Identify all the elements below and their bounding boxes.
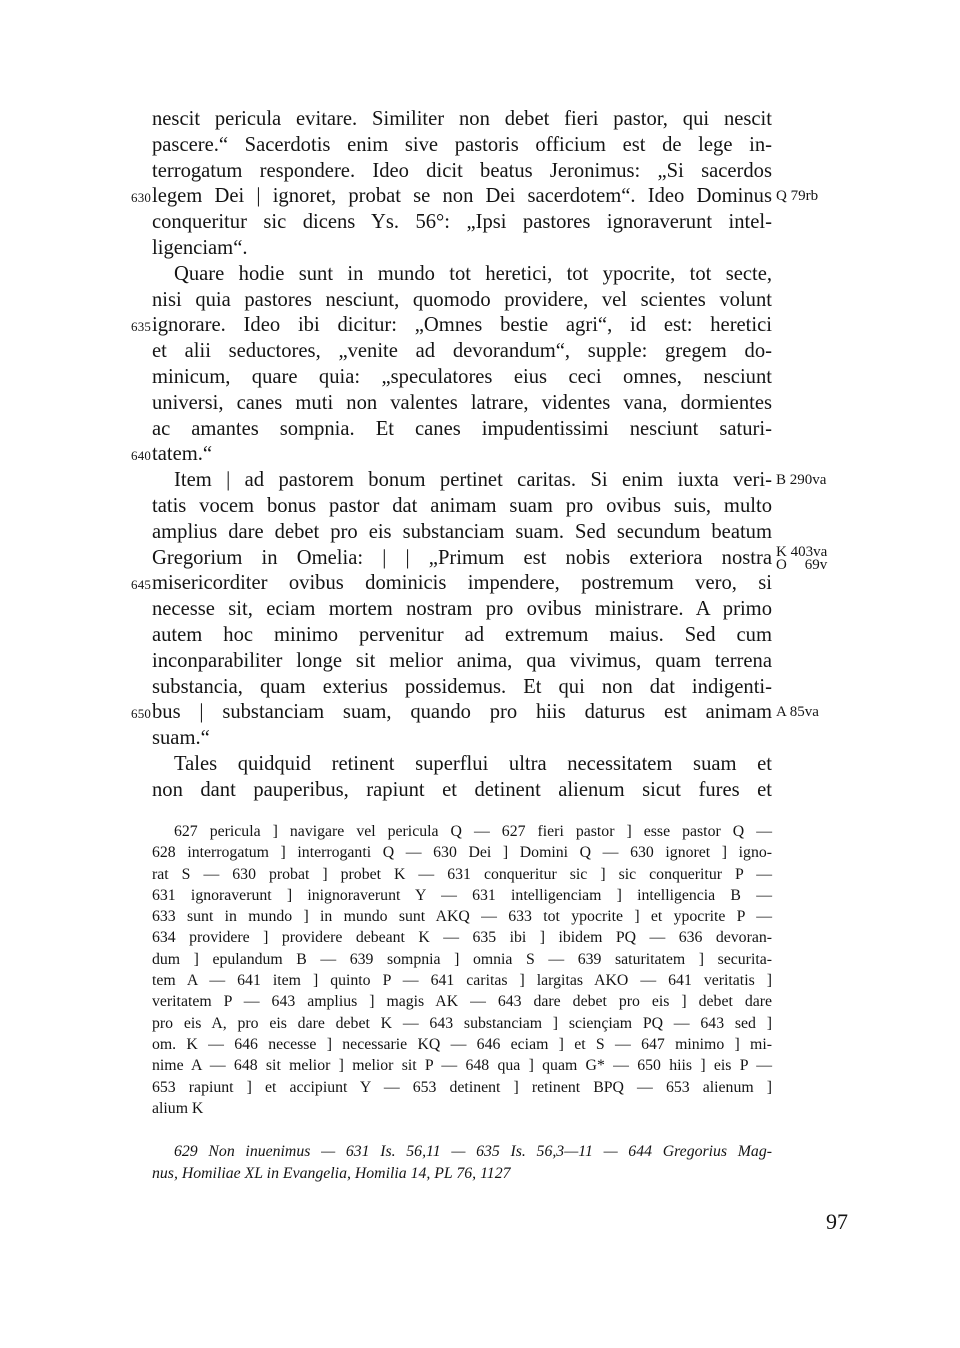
text-line-content: tatis vocem bonus pastor dat animam suam pro ovibus suis, multo [152, 494, 772, 517]
text-line-content: necesse sit, eciam mortem nostram pro ovibus ministrare. A primo [152, 598, 772, 621]
apparatus-line: 653 rapiunt ] et accipiunt Y — 653 detinent ] retinent BPQ — 653 alienum ] [152, 1078, 772, 1096]
text-line-content: ligenciam“. [152, 236, 248, 259]
text-line [152, 494, 772, 520]
line-number: 640 [131, 448, 152, 464]
text-line [152, 339, 772, 365]
critical-apparatus [152, 821, 772, 1119]
source-notes [152, 1141, 772, 1185]
text-line-content: Tales quidquid retinent superflui ultra necessitatem suam et [174, 752, 772, 775]
text-line [152, 778, 772, 804]
text-line [152, 623, 772, 649]
text-line [152, 107, 772, 133]
margin-folio-note-stack [776, 543, 828, 573]
apparatus-line: 634 providere ] providere debeant K — 635 ibi ] ibidem PQ — 636 devoran- [152, 929, 772, 947]
apparatus-line: nime A — 648 sit melior ] melior sit P — 648 qua ] quam G* — 650 hiis ] eis P — [152, 1057, 772, 1075]
margin-folio-note: K 403va [776, 543, 828, 560]
apparatus-line: om. K — 646 necesse ] necessarie KQ — 646 eciam ] et S — 647 minimo ] mi- [152, 1035, 772, 1053]
text-line-content: legem Dei | ignoret, probat se non Dei sacerdotem“. Ideo Dominus [152, 185, 772, 208]
margin-folio-note: B 290va [776, 472, 827, 489]
apparatus-line: 633 sunt in mundo ] in mundo sunt AKQ — 633 tot ypocrite ] et ypocrite P — [152, 908, 772, 926]
text-line-content: minicum, quare quia: „speculatores eius ceci omnes, nesciunt [152, 365, 772, 388]
apparatus-line: rat S — 630 probat ] probet K — 631 conqueritur sic ] sic conqueritur P — [152, 865, 772, 883]
text-line [152, 752, 772, 778]
text-line [152, 675, 772, 701]
text-line-content: Quare hodie sunt in mundo tot heretici, tot ypocrite, tot secte, [174, 262, 772, 285]
text-line-content: amplius dare debet pro eis substanciam suam. Sed secundum beatum [152, 520, 772, 543]
text-line [152, 365, 772, 391]
margin-folio-note: Q 79rb [776, 188, 819, 205]
text-line [131, 442, 772, 468]
text-line [152, 236, 772, 262]
line-number: 645 [131, 577, 152, 593]
text-line-content: pascere.“ Sacerdotis enim sive pastoris officium est de lege in- [152, 133, 772, 156]
text-line-content: ac amantes sompnia. Et canes impudentissimi nesciunt saturi- [152, 417, 772, 440]
source-line: nus, Homiliae XL in Evangelia, Homilia 14, PL 76, 1127 [152, 1165, 511, 1182]
text-line [152, 468, 827, 494]
text-line [152, 597, 772, 623]
text-line [131, 571, 772, 597]
text-line [131, 184, 819, 210]
text-line [152, 417, 772, 443]
text-line [152, 210, 772, 236]
text-line-content: Item | ad pastorem bonum pertinet caritas. Si enim iuxta veri- [174, 469, 772, 492]
text-line-content: Gregorium in Omelia: | | „Primum est nobis exteriora nostra [152, 546, 772, 569]
main-text-block [131, 107, 828, 804]
text-line [152, 649, 772, 675]
text-line-content: nescit pericula evitare. Similiter non debet fieri pastor, qui nescit [152, 108, 772, 130]
text-line-content: conqueritur sic dicens Ys. 56°: „Ipsi pastores ignoraverunt intel- [152, 211, 772, 234]
text-line [131, 313, 772, 339]
text-line [152, 543, 828, 573]
margin-folio-note: A 85va [776, 704, 819, 721]
text-line-content: suam.“ [152, 727, 210, 750]
text-line [152, 726, 772, 752]
apparatus-line: tem A — 641 item ] quinto P — 641 caritas ] largitas AKO — 641 veritatis ] [152, 972, 772, 990]
margin-folio-note: O 69v [776, 556, 828, 573]
text-line-content: terrogatum respondere. Ideo dicit beatus Jeronimus: „Si sacerdos [152, 159, 772, 182]
text-line-content: bus | substanciam suam, quando pro hiis daturus est animam [152, 701, 772, 724]
apparatus-line: 628 interrogatum ] interroganti Q — 630 Dei ] Domini Q — 630 ignoret ] igno- [152, 844, 772, 862]
line-number: 630 [131, 190, 152, 206]
apparatus-line: 631 ignoraverunt ] inignoraverunt Y — 631 intelligenciam ] intelligencia B — [152, 886, 772, 904]
text-line-content: tatem.“ [152, 443, 213, 466]
text-line [152, 391, 772, 417]
text-line [131, 700, 819, 726]
apparatus-line: pro eis A, pro eis dare debet K — 643 substanciam ] sciençiam PQ — 643 sed ] [152, 1014, 772, 1032]
apparatus-line: 627 pericula ] navigare vel pericula Q — 627 fieri pastor ] esse pastor Q — [174, 823, 772, 840]
apparatus-line: dum ] epulandum B — 639 sompnia ] omnia S — 639 saturitatem ] securita- [152, 950, 772, 968]
line-number: 650 [131, 706, 152, 722]
line-number: 635 [131, 319, 152, 335]
text-line [152, 288, 772, 314]
text-line-content: autem hoc minimo pervenitur ad extremum maius. Sed cum [152, 623, 772, 646]
text-line-content: misericorditer ovibus dominicis impendere, postremum vero, si [152, 572, 772, 595]
text-line-content: universi, canes muti non valentes latrare, videntes vana, dormientes [152, 391, 772, 414]
text-line-content: substancia, quam exterius possidemus. Et qui non dat indigenti- [152, 675, 772, 698]
apparatus-line: alium K [152, 1099, 204, 1117]
text-line-content: non dant pauperibus, rapiunt et detinent alienum sicut fures et [152, 778, 772, 801]
text-line [152, 133, 772, 159]
text-line-content: inconparabiliter longe sit melior anima, qua vivimus, quam terrena [152, 649, 772, 672]
text-line-content: ignorare. Ideo ibi dicitur: „Omnes bestie agri“, id est: heretici [152, 314, 772, 337]
text-line-content: nisi quia pastores nesciunt, quomodo providere, vel scientes volunt [152, 288, 772, 311]
source-line: 629 Non inuenimus — 631 Is. 56,11 — 635 Is. 56,3—11 — 644 Gregorius Mag- [174, 1143, 772, 1160]
apparatus-line: veritatem P — 643 amplius ] magis AK — 643 dare debet pro eis ] debet dare [152, 993, 772, 1011]
text-line-content: et alii seductores, „venite ad devorandum“, supple: gregem do- [152, 340, 772, 363]
text-line [152, 262, 772, 288]
text-line [152, 159, 772, 185]
page-number: 97 [826, 1209, 848, 1234]
text-line [152, 520, 772, 546]
